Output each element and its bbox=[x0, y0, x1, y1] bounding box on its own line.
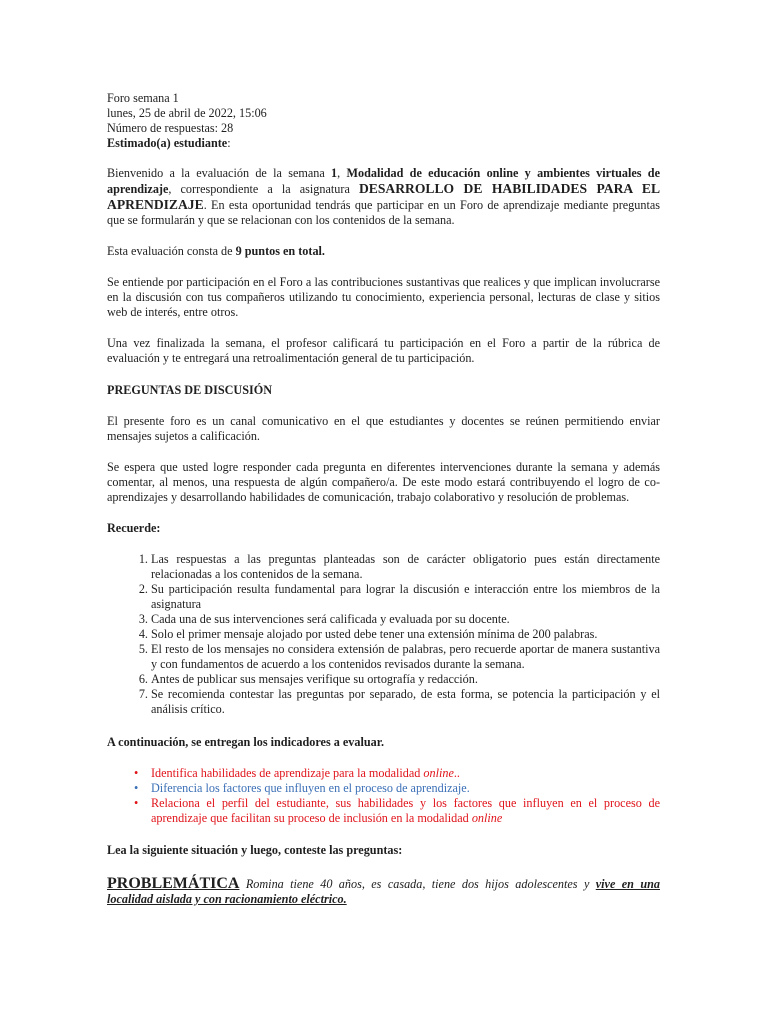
module-name: Modalidad de educación online y ambientes virtuales de aprendizaje bbox=[107, 166, 660, 196]
indicator-item bbox=[151, 796, 660, 826]
indicator-item bbox=[151, 766, 660, 781]
indicator-item: • Diferencia los factores que influyen en el proceso de aprendizaje. bbox=[151, 781, 660, 796]
intro-text-d: . En esta oportunidad tendrás que participar en un Foro de aprendizaje mediante preguntas que se formularán y que se relacionan con los contenidos de la semana. bbox=[107, 198, 660, 227]
evaluation-paragraph: Una vez finalizada la semana, el profesor calificará tu participación en el Foro a partir de la rúbrica de evaluación y te entregará una retroalimentación general de tu participación. bbox=[107, 336, 660, 365]
list-item: 6. Antes de publicar sus mensajes verifique su ortografía y redacción. bbox=[151, 672, 660, 687]
indicator-text: Relaciona el perfil del estudiante, sus habilidades y los factores que influyen en el proceso de aprendizaje que facilitan su proceso de inclusión en la modalidad bbox=[151, 796, 660, 825]
forum-title: Foro semana 1 bbox=[107, 91, 179, 105]
indicators-heading: A continuación, se entregan los indicadores a evaluar. bbox=[107, 735, 385, 749]
list-item: 2. Su participación resulta fundamental para lograr la discusión e interacción entre los miembros de la asignatura bbox=[151, 582, 660, 612]
discussion-heading: PREGUNTAS DE DISCUSIÓN bbox=[107, 383, 273, 397]
response-count: Número de respuestas: 28 bbox=[107, 121, 234, 135]
indicator-italic: online bbox=[423, 766, 454, 780]
indicators-list bbox=[107, 766, 660, 826]
problem-text: Romina tiene 40 años, es casada, tiene dos hijos adolescentes y bbox=[239, 877, 596, 891]
intro-text-a: Bienvenido a la evaluación de la semana bbox=[107, 166, 332, 180]
document-page bbox=[107, 91, 660, 907]
participation-paragraph: Se entiende por participación en el Foro a las contribuciones sustantivas que realices y que implican involucrarse en la discusión con tus compañeros utilizando tu conocimiento, experiencia personal, lecturas de clase y sitios web de interés, entre otros. bbox=[107, 275, 660, 319]
indicator-italic: online bbox=[471, 811, 503, 825]
forum-description: El presente foro es un canal comunicativo en el que estudiantes y docentes se reúnen permitiendo enviar mensajes sujetos a calificación. bbox=[107, 414, 660, 443]
points-text: Esta evaluación consta de bbox=[107, 244, 236, 258]
intro-text-c: , correspondiente a la asignatura bbox=[168, 182, 359, 196]
indicator-suffix: .. bbox=[453, 766, 460, 780]
problem-label: PROBLEMÁTICA bbox=[107, 875, 240, 892]
points-value: 9 puntos en total. bbox=[235, 244, 325, 258]
indicator-text: Identifica habilidades de aprendizaje para la modalidad bbox=[151, 766, 424, 780]
situation-lead: Lea la siguiente situación y luego, conteste las preguntas: bbox=[107, 843, 403, 857]
list-item: 5. El resto de los mensajes no considera extensión de palabras, pero recuerde aportar de manera sustantiva y con fundamentos de acuerdo a los contenidos revisados durante la semana. bbox=[151, 642, 660, 672]
intro-paragraph bbox=[107, 166, 660, 228]
post-date: lunes, 25 de abril de 2022, 15:06 bbox=[107, 106, 267, 120]
subject-name: DESARROLLO DE HABILIDADES PARA EL APRENDIZAJE bbox=[107, 181, 661, 212]
week-number: 1 bbox=[331, 166, 338, 180]
forum-header bbox=[107, 91, 660, 151]
points-paragraph bbox=[107, 244, 660, 259]
problem-highlight: vive en una localidad aislada y con racionamiento eléctrico. bbox=[107, 877, 660, 906]
remember-heading: Recuerde: bbox=[107, 521, 161, 535]
remember-list bbox=[107, 552, 660, 717]
greeting bbox=[107, 136, 660, 151]
list-item: 4. Solo el primer mensaje alojado por usted debe tener una extensión mínima de 200 palabras. bbox=[151, 627, 660, 642]
list-item: 1. Las respuestas a las preguntas planteadas son de carácter obligatorio pues están directamente relacionadas a los contenidos de la semana. bbox=[151, 552, 660, 582]
expectation-paragraph: Se espera que usted logre responder cada pregunta en diferentes intervenciones durante la semana y además comentar, al menos, una respuesta de algún compañero/a. De este modo estará contribuyendo el logro de co-aprendizajes y desarrollando habilidades de comunicación, trabajo colaborativo y resolución de problemas. bbox=[107, 460, 660, 504]
greeting-colon: : bbox=[227, 136, 231, 150]
list-item: 3. Cada una de sus intervenciones será calificada y evaluada por su docente. bbox=[151, 612, 660, 627]
intro-text-b: , bbox=[337, 166, 347, 180]
greeting-text: Estimado(a) estudiante bbox=[107, 136, 228, 150]
list-item: 7. Se recomienda contestar las preguntas por separado, de esta forma, se potencia la participación y el análisis crítico. bbox=[151, 687, 660, 717]
problem-paragraph bbox=[107, 876, 660, 907]
